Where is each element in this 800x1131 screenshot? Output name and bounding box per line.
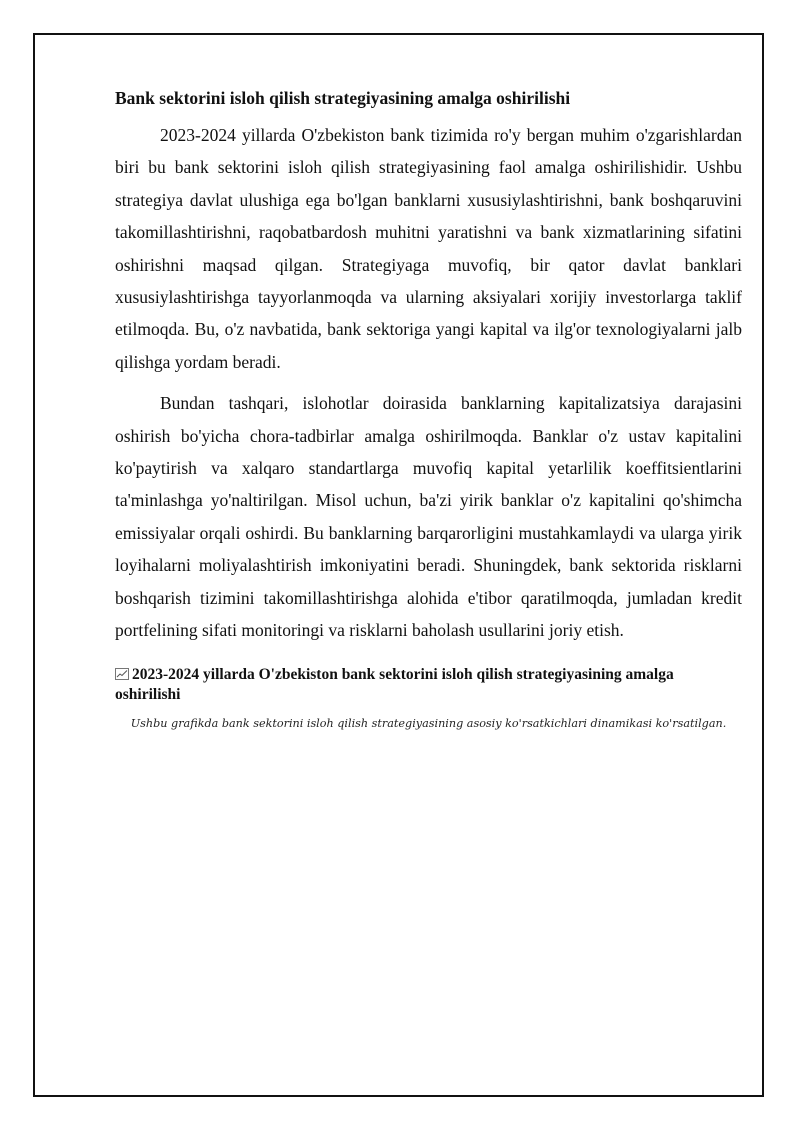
- document-body: [115, 86, 742, 732]
- section-heading: Bank sektorini isloh qilish strategiyasining amalga oshirilishi: [115, 88, 571, 108]
- figure-title: [115, 665, 742, 705]
- body-paragraph-1: 2023-2024 yillarda O'zbekiston bank tizimida ro'y bergan muhim o'zgarishlardan biri bu bank sektorini isloh qilish strategiyasining faol amalga oshirilishidir. Ushbu strategiya davlat ulushiga ega bo'lgan banklarni xususiylashtirishni, bank boshqaruvini takomillashtirishni, raqobatbardosh muhitni yaratishni va bank xizmatlarining sifatini oshirishni maqsad qilgan. Strategiyaga muvofiq, bir qator davlat banklari xususiylashtirishga tayyorlanmoqda va ularning aksiyalari xorijiy investorlarga taklif etilmoqda. Bu, o'z navbatida, bank sektoriga yangi kapital va ilg'or texnologiyalarni jalb qilishga yordam beradi.: [115, 125, 742, 372]
- figure-title-text: 2023-2024 yillarda O'zbekiston bank sektorini isloh qilish strategiyasining amalga oshirilishi: [115, 665, 674, 703]
- body-paragraph-2: Bundan tashqari, islohotlar doirasida banklarning kapitalizatsiya darajasini oshirish bo'yicha chora-tadbirlar amalga oshirilmoqda. Banklar o'z ustav kapitalini ko'paytirish va xalqaro standartlarga muvofiq kapital yetarlilik koeffitsientlarini ta'minlashga yo'naltirilgan. Misol uchun, ba'zi yirik banklar o'z kapitalini qo'shimcha emissiyalar orqali oshirdi. Bu banklarning barqarorligini mustahkamlaydi va ularga yirik loyihalarni moliyalashtirish imkoniyatini beradi. Shuningdek, bank sektorida risklarni boshqarish tizimini takomillashtirishga alohida e'tibor qaratilmoqda, jumladan kredit portfelining sifati monitoringi va risklarni baholash usullarini joriy etish.: [115, 393, 742, 641]
- figure-caption: Ushbu grafikda bank sektorini isloh qilish strategiyasining asosiy ko'rsatkichlari dinamikasi ko'rsatilgan.: [130, 716, 727, 730]
- chart-increasing-icon: [115, 666, 129, 678]
